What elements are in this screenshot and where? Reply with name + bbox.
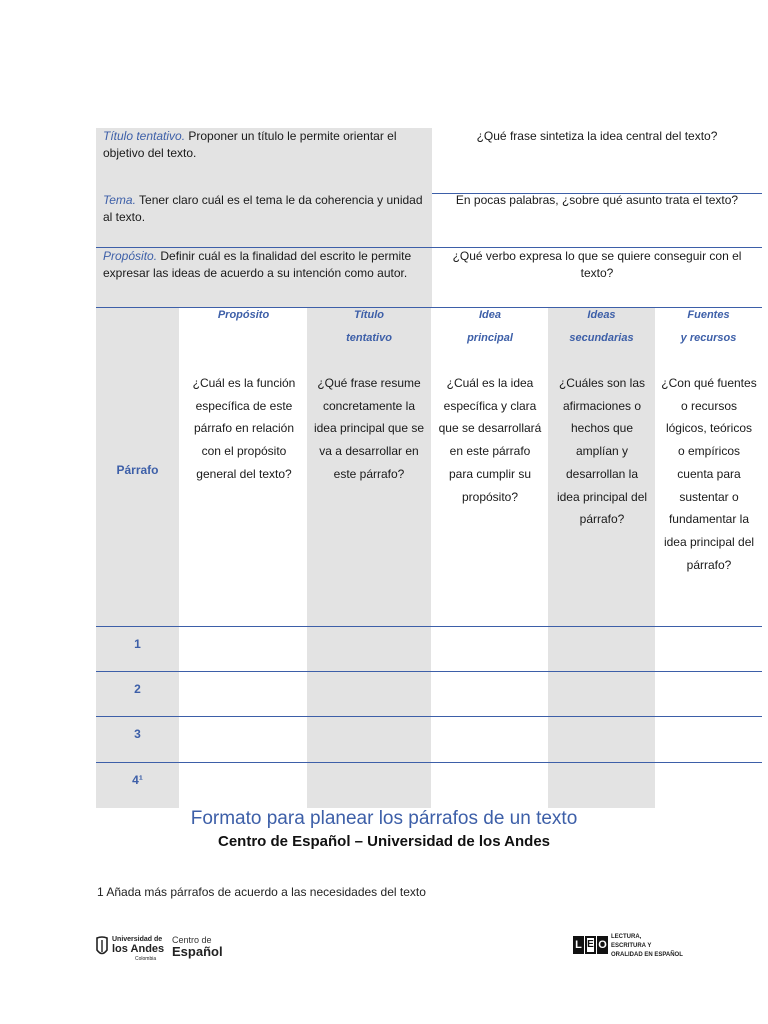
centro-espanol-logo [172,935,222,961]
row-number: 4¹ [132,773,143,787]
intro-description: Proponer un título le permite orientar el objetivo del texto. [103,129,397,160]
column-question-titulo: ¿Qué frase resume concretamente la idea principal que se va a desarrollar en este párrafo? [313,376,425,481]
row-label-parrafo: Párrafo [116,463,159,477]
divider [96,671,762,672]
intro-term: Título tentativo. [103,129,186,143]
row-number: 3 [134,727,141,741]
intro-description: Definir cuál es la finalidad del escrito le permite expresar las ideas de acuerdo a su intención como autor. [103,249,412,280]
leo-letter: L [573,936,584,954]
uniandes-line-2: los Andes [112,943,165,955]
centro-line-1: Centro de [172,935,212,945]
column-header-titulo: Título tentativo [346,309,392,344]
uniandes-shield-icon [95,936,109,958]
intro-row-theme [97,192,431,226]
row-number: 1 [134,637,141,651]
intro-term: Tema. [103,193,136,207]
uniandes-line-1: Universidad de [112,936,163,943]
column-question-idea-principal: ¿Cuál es la idea específica y clara que se desarrollará en este párrafo para cumplir su propósito? [438,376,542,504]
page-subtitle: Centro de Español – Universidad de los Andes [217,833,551,850]
intro-row-purpose [97,248,431,282]
leo-logo [573,933,683,961]
column-header-proposito: Propósito [217,309,270,321]
column-question-ideas-secundarias: ¿Cuáles son las afirmaciones o hechos que amplían y desarrollan la idea principal del párrafo? [556,376,648,527]
page-title: Formato para planear los párrafos de un texto [190,808,578,829]
intro-term: Propósito. [103,249,158,263]
row-number: 2 [134,682,141,696]
uniandes-logo [95,935,167,961]
divider [96,762,762,763]
intro-row-title [97,128,431,162]
intro-question: ¿Qué verbo expresa lo que se quiere conseguir con el texto? [452,249,742,280]
intro-question: ¿Qué frase sintetiza la idea central del texto? [476,129,718,143]
uniandes-line-3: Colombia [135,956,157,962]
divider [96,626,762,627]
leo-letter: E [585,936,596,954]
centro-line-2: Español [172,944,223,959]
leo-line-1: LECTURA, [611,934,642,940]
intro-question: En pocas palabras, ¿sobre qué asunto trata el texto? [455,193,739,207]
column-question-fuentes: ¿Con qué fuentes o recursos lógicos, teóricos o empíricos cuenta para sustentar o fundamentar la idea principal del párrafo? [661,376,757,572]
footnote: 1 Añada más párrafos de acuerdo a las necesidades del texto [97,885,426,899]
column-header-idea-principal: Idea principal [467,309,513,344]
column-header-ideas-secundarias: Ideas secundarias [569,309,634,344]
leo-line-3: ORALIDAD EN ESPAÑOL [611,952,683,958]
column-question-proposito: ¿Cuál es la función específica de este párrafo en relación con el propósito general del texto? [192,376,296,481]
column-header-fuentes: Fuentes y recursos [680,309,737,344]
leo-letter: O [597,936,608,954]
intro-description: Tener claro cuál es el tema le da coherencia y unidad al texto. [103,193,423,224]
leo-line-2: ESCRITURA Y [611,943,652,949]
divider [96,716,762,717]
